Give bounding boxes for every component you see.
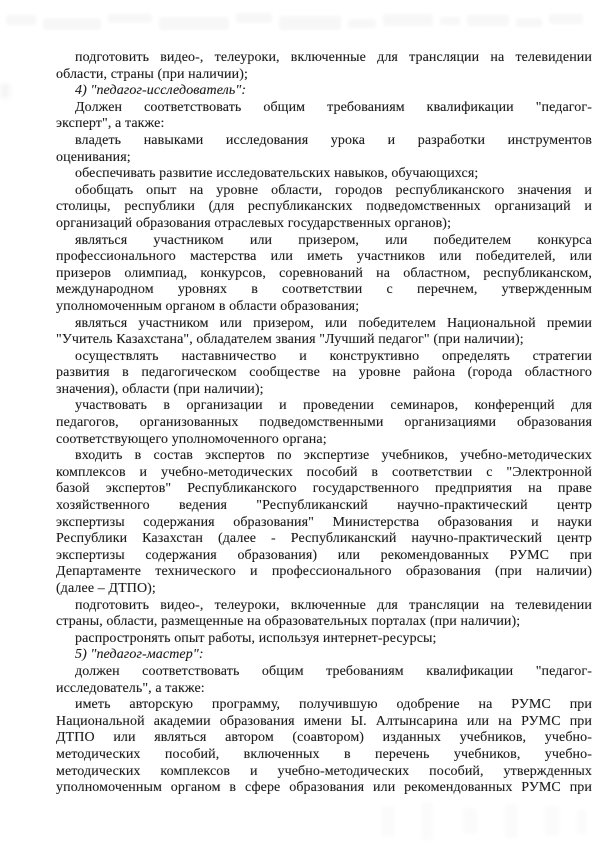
text-line: хозяйственного ведения "Республиканский научно-практический центр: [56, 498, 592, 514]
text-line: страны, области, размещенные на образовательных порталах (при наличии);: [56, 614, 521, 630]
scan-artifact-bottom: [377, 800, 592, 846]
paragraph: [56, 598, 592, 631]
text-line: экспертизы содержания образования" Министерства образования и науки: [56, 514, 592, 530]
text-line: столицы, республики (для республиканских подведомственных организаций и: [56, 199, 592, 215]
text-line: осуществлять наставничество и конструктивно определять стратегии: [75, 348, 592, 364]
text-line: "Учитель Казахстана", обладателем звания "Лучший педагог" (при наличии);: [56, 332, 524, 348]
scan-artifact-left: [0, 84, 10, 98]
text-line: обобщать опыт на уровне области, городов республиканского значения и: [75, 182, 592, 198]
paragraph: [56, 398, 592, 448]
text-line: области, страны (при наличии);: [56, 66, 248, 82]
paragraph: [56, 697, 592, 797]
paragraph: [56, 664, 592, 697]
text-line: обеспечивать развитие исследовательских навыков, обучающихся;: [75, 166, 479, 182]
text-line: соответствующего уполномоченного органа;: [56, 431, 327, 447]
text-line: оценивания;: [56, 149, 131, 165]
text-line: экспертизы содержания образования) или рекомендованных РУМС при: [56, 547, 592, 563]
paragraph: [56, 647, 592, 664]
text-line: Национальной академии образования имени Ы. Алтынсарина или на РУМС при: [56, 713, 592, 729]
text-line: значения), области (при наличии);: [56, 381, 264, 397]
text-line: профессионального мастерства или иметь участников или победителей, или: [56, 249, 592, 265]
text-line: уполномоченным органом в сфере образования или рекомендованных РУМС при: [56, 780, 592, 796]
text-line: являться участником или призером, или победителем Национальной премии: [75, 315, 592, 331]
text-line: методических комплексов и учебно-методических пособий, утвержденных: [56, 763, 592, 779]
text-line: педагогов, организованных подведомственными организациями образования: [56, 415, 592, 431]
paragraph: [56, 50, 592, 83]
paragraph: [56, 166, 592, 183]
paragraph: [56, 233, 592, 316]
text-line: распростронять опыт работы, используя интернет-ресурсы;: [75, 630, 437, 646]
text-line: участвовать в организации и проведении семинаров, конференций для: [75, 398, 592, 414]
text-line: развития в педагогическом сообществе на уровне района (города областного: [56, 365, 592, 381]
text-block: [56, 50, 592, 797]
text-line: Департаменте технического и профессионального образования (при наличии): [56, 564, 592, 580]
paragraph: [56, 183, 592, 233]
text-line: 5) "педагог-мастер":: [75, 647, 204, 663]
text-line: комплексов и учебно-методических пособий в соответствии с "Электронной: [56, 464, 592, 480]
text-line: Республики Казахстан (далее - Республиканский научно-практический центр: [56, 531, 592, 547]
text-line: (далее – ДТПО);: [56, 581, 156, 596]
text-line: эксперт", а также:: [56, 116, 165, 132]
text-line: 4) "педагог-исследователь":: [75, 83, 247, 99]
paragraph: [56, 631, 592, 648]
text-line: являться участником или призером, или победителем конкурса: [75, 232, 592, 248]
text-line: призеров олимпиад, конкурсов, соревнований на областном, республиканском,: [56, 265, 592, 281]
text-line: владеть навыками исследования урока и разработки инструментов: [75, 132, 592, 148]
text-line: уполномоченным органом в области образования;: [56, 298, 360, 314]
paragraph: [56, 448, 592, 597]
text-line: Должен соответствовать общим требованиям квалификации "педагог-: [75, 99, 592, 115]
text-line: входить в состав экспертов по экспертизе учебников, учебно-методических: [75, 448, 592, 464]
text-line: должен соответствовать общим требованиям квалификации "педагог-: [75, 663, 592, 679]
paragraph: [56, 349, 592, 399]
text-line: международном уровнях в соответствии с перечнем, утвержденным: [56, 282, 592, 298]
paragraph: [56, 83, 592, 100]
paragraph: [56, 133, 592, 166]
text-line: подготовить видео-, телеуроки, включенные для трансляции на телевидении: [75, 50, 592, 65]
text-line: подготовить видео-, телеуроки, включенные для трансляции на телевидении: [75, 597, 592, 613]
paragraph: [56, 316, 592, 349]
text-line: базой экспертов" Республиканского государственного предприятия на праве: [56, 481, 592, 497]
text-line: исследователь", а также:: [56, 680, 205, 696]
scan-artifact-top: [6, 9, 596, 35]
text-line: иметь авторскую программу, получившую одобрение на РУМС при: [75, 697, 592, 713]
text-line: ДТПО или являться автором (соавтором) изданных учебников, учебно-: [56, 730, 592, 746]
paragraph: [56, 100, 592, 133]
text-line: методических пособий, включенных в перечень учебников, учебно-: [56, 746, 592, 762]
text-line: организаций образования отраслевых государственных органов);: [56, 215, 452, 231]
